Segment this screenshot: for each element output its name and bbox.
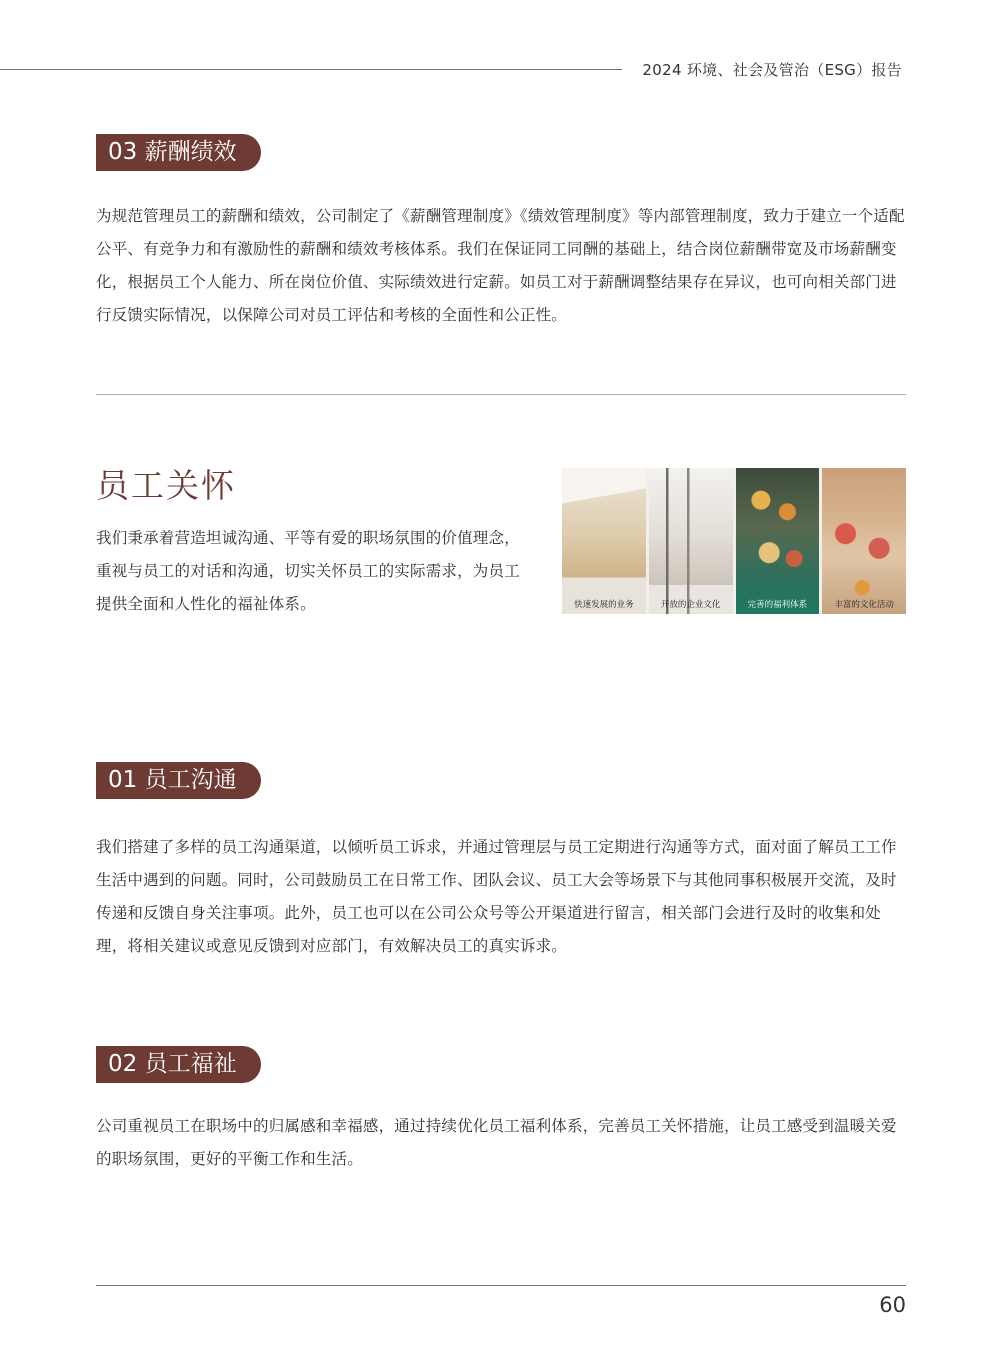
care-title: 员工关怀 <box>96 466 236 505</box>
photo-caption: 丰富的文化活动 <box>834 600 894 610</box>
report-title: 2024 环境、社会及管治（ESG）报告 <box>642 61 902 79</box>
section-tab-compensation: 03 薪酬绩效 <box>96 134 261 171</box>
employee-care-photo-strip <box>562 468 906 614</box>
header-rule <box>0 69 622 70</box>
section-tab-communication: 01 员工沟通 <box>96 762 261 799</box>
page-number: 60 <box>879 1293 906 1317</box>
photo-welfare-system <box>736 468 820 614</box>
care-paragraph: 我们秉承着营造坦诚沟通、平等有爱的职场氛围的价值理念，重视与员工的对话和沟通，切实关怀员工的实际需求，为员工提供全面和人性化的福祉体系。 <box>96 529 520 613</box>
photo-business-growth <box>562 468 646 614</box>
footer-rule <box>96 1285 906 1286</box>
section-divider <box>96 394 906 395</box>
photo-caption: 快速发展的业务 <box>574 600 634 610</box>
welfare-paragraph: 公司重视员工在职场中的归属感和幸福感，通过持续优化员工福利体系，完善员工关怀措施，让员工感受到温暖关爱的职场氛围，更好的平衡工作和生活。 <box>96 1117 897 1168</box>
photo-open-culture <box>649 468 733 614</box>
section-tab-welfare: 02 员工福祉 <box>96 1046 261 1083</box>
photo-caption: 完善的福利体系 <box>747 600 808 610</box>
photo-cultural-activities <box>822 468 906 614</box>
compensation-paragraph: 为规范管理员工的薪酬和绩效，公司制定了《薪酬管理制度》《绩效管理制度》等内部管理制度，致力于建立一个适配公平、有竞争力和有激励性的薪酬和绩效考核体系。我们在保证同工同酬的基础上，结合岗位薪酬带宽及市场薪酬变化，根据员工个人能力、所在岗位价值、实际绩效进行定薪。如员工对于薪酬调整结果存在异议，也可向相关部门进行反馈实际情况，以保障公司对员工评估和考核的全面性和公正性。 <box>96 207 905 324</box>
photo-caption: 开放的企业文化 <box>660 600 721 610</box>
communication-paragraph: 我们搭建了多样的员工沟通渠道，以倾听员工诉求，并通过管理层与员工定期进行沟通等方式，面对面了解员工工作生活中遇到的问题。同时，公司鼓励员工在日常工作、团队会议、员工大会等场景下与其他同事积极展开交流，及时传递和反馈自身关注事项。此外，员工也可以在公司公众号等公开渠道进行留言，相关部门会进行及时的收集和处理，将相关建议或意见反馈到对应部门，有效解决员工的真实诉求。 <box>96 838 897 955</box>
